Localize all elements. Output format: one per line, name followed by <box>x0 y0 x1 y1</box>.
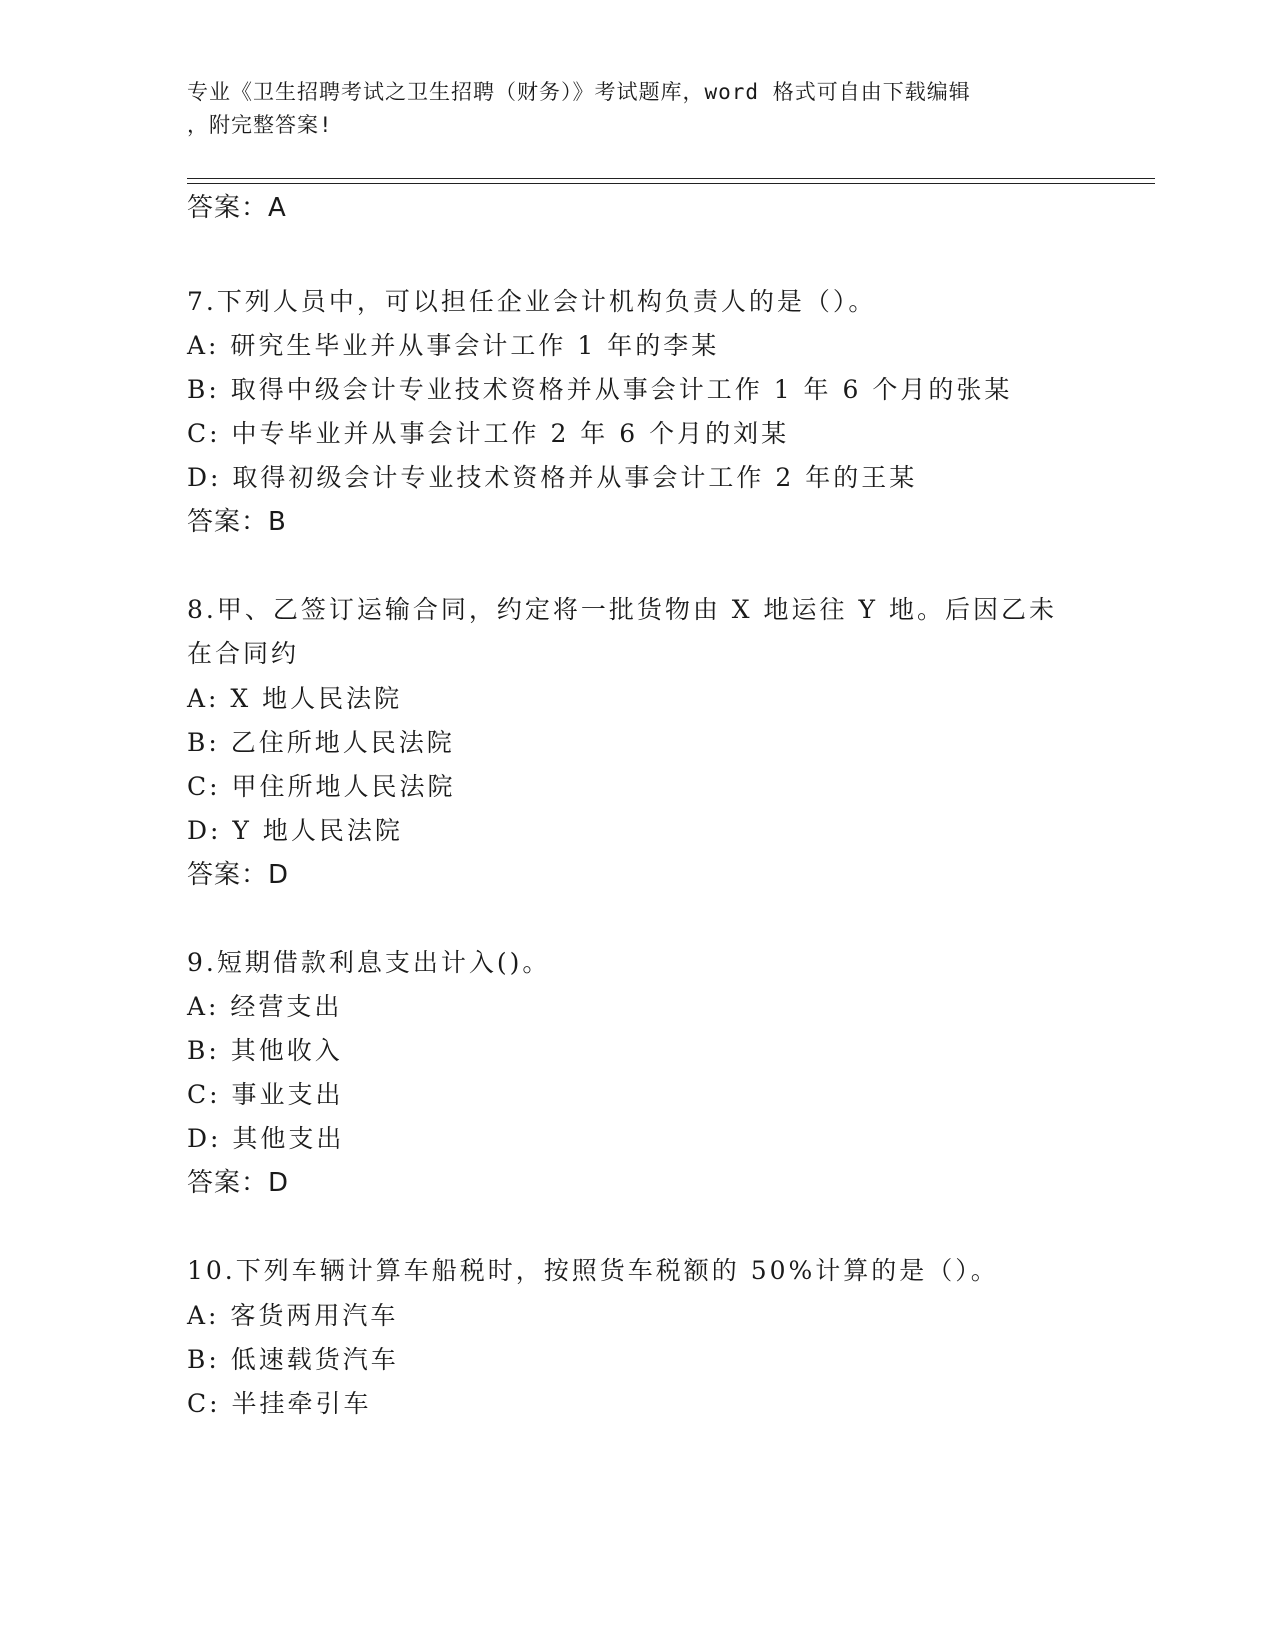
option-c: C: 中专毕业并从事会计工作 2 年 6 个月的刘某 <box>187 419 790 448</box>
document-header <box>187 76 1087 142</box>
option-c: C: 半挂牵引车 <box>187 1389 372 1418</box>
question-stem-line-2: 在合同约 <box>187 639 300 668</box>
question-stem: 7.下列人员中，可以担任企业会计机构负责人的是（）。 <box>187 287 877 316</box>
answer-9: 答案：D <box>187 1168 290 1198</box>
option-b: B: 乙住所地人民法院 <box>187 728 455 757</box>
option-d: D: Y 地人民法院 <box>187 816 403 845</box>
header-line-2: ，附完整答案! <box>187 113 333 137</box>
option-a: A: 研究生毕业并从事会计工作 1 年的李某 <box>187 331 720 360</box>
option-a: A: 经营支出 <box>187 992 343 1021</box>
option-d: D: 取得初级会计专业技术资格并从事会计工作 2 年的王某 <box>187 463 918 492</box>
answer-8: 答案：D <box>187 860 290 890</box>
option-c: C: 甲住所地人民法院 <box>187 772 456 801</box>
option-a: A: 客货两用汽车 <box>187 1301 399 1330</box>
option-d: D: 其他支出 <box>187 1124 345 1153</box>
answer-7: 答案：B <box>187 507 287 537</box>
question-stem: 9.短期借款利息支出计入()。 <box>187 948 551 977</box>
answer-6: 答案：A <box>187 193 287 223</box>
option-c: C: 事业支出 <box>187 1080 344 1109</box>
question-stem-line-1: 8.甲、乙签订运输合同，约定将一批货物由 X 地运往 Y 地。后因乙未 <box>187 595 1057 624</box>
header-divider-top <box>187 178 1155 179</box>
question-stem: 10.下列车辆计算车船税时，按照货车税额的 50%计算的是（）。 <box>187 1256 999 1285</box>
header-line-1: 专业《卫生招聘考试之卫生招聘（财务）》考试题库，word 格式可自由下载编辑 <box>187 80 971 104</box>
option-b: B: 低速载货汽车 <box>187 1345 399 1374</box>
option-b: B: 取得中级会计专业技术资格并从事会计工作 1 年 6 个月的张某 <box>187 375 1013 404</box>
option-a: A: X 地人民法院 <box>187 684 403 713</box>
header-divider-bottom <box>187 183 1155 184</box>
option-b: B: 其他收入 <box>187 1036 343 1065</box>
